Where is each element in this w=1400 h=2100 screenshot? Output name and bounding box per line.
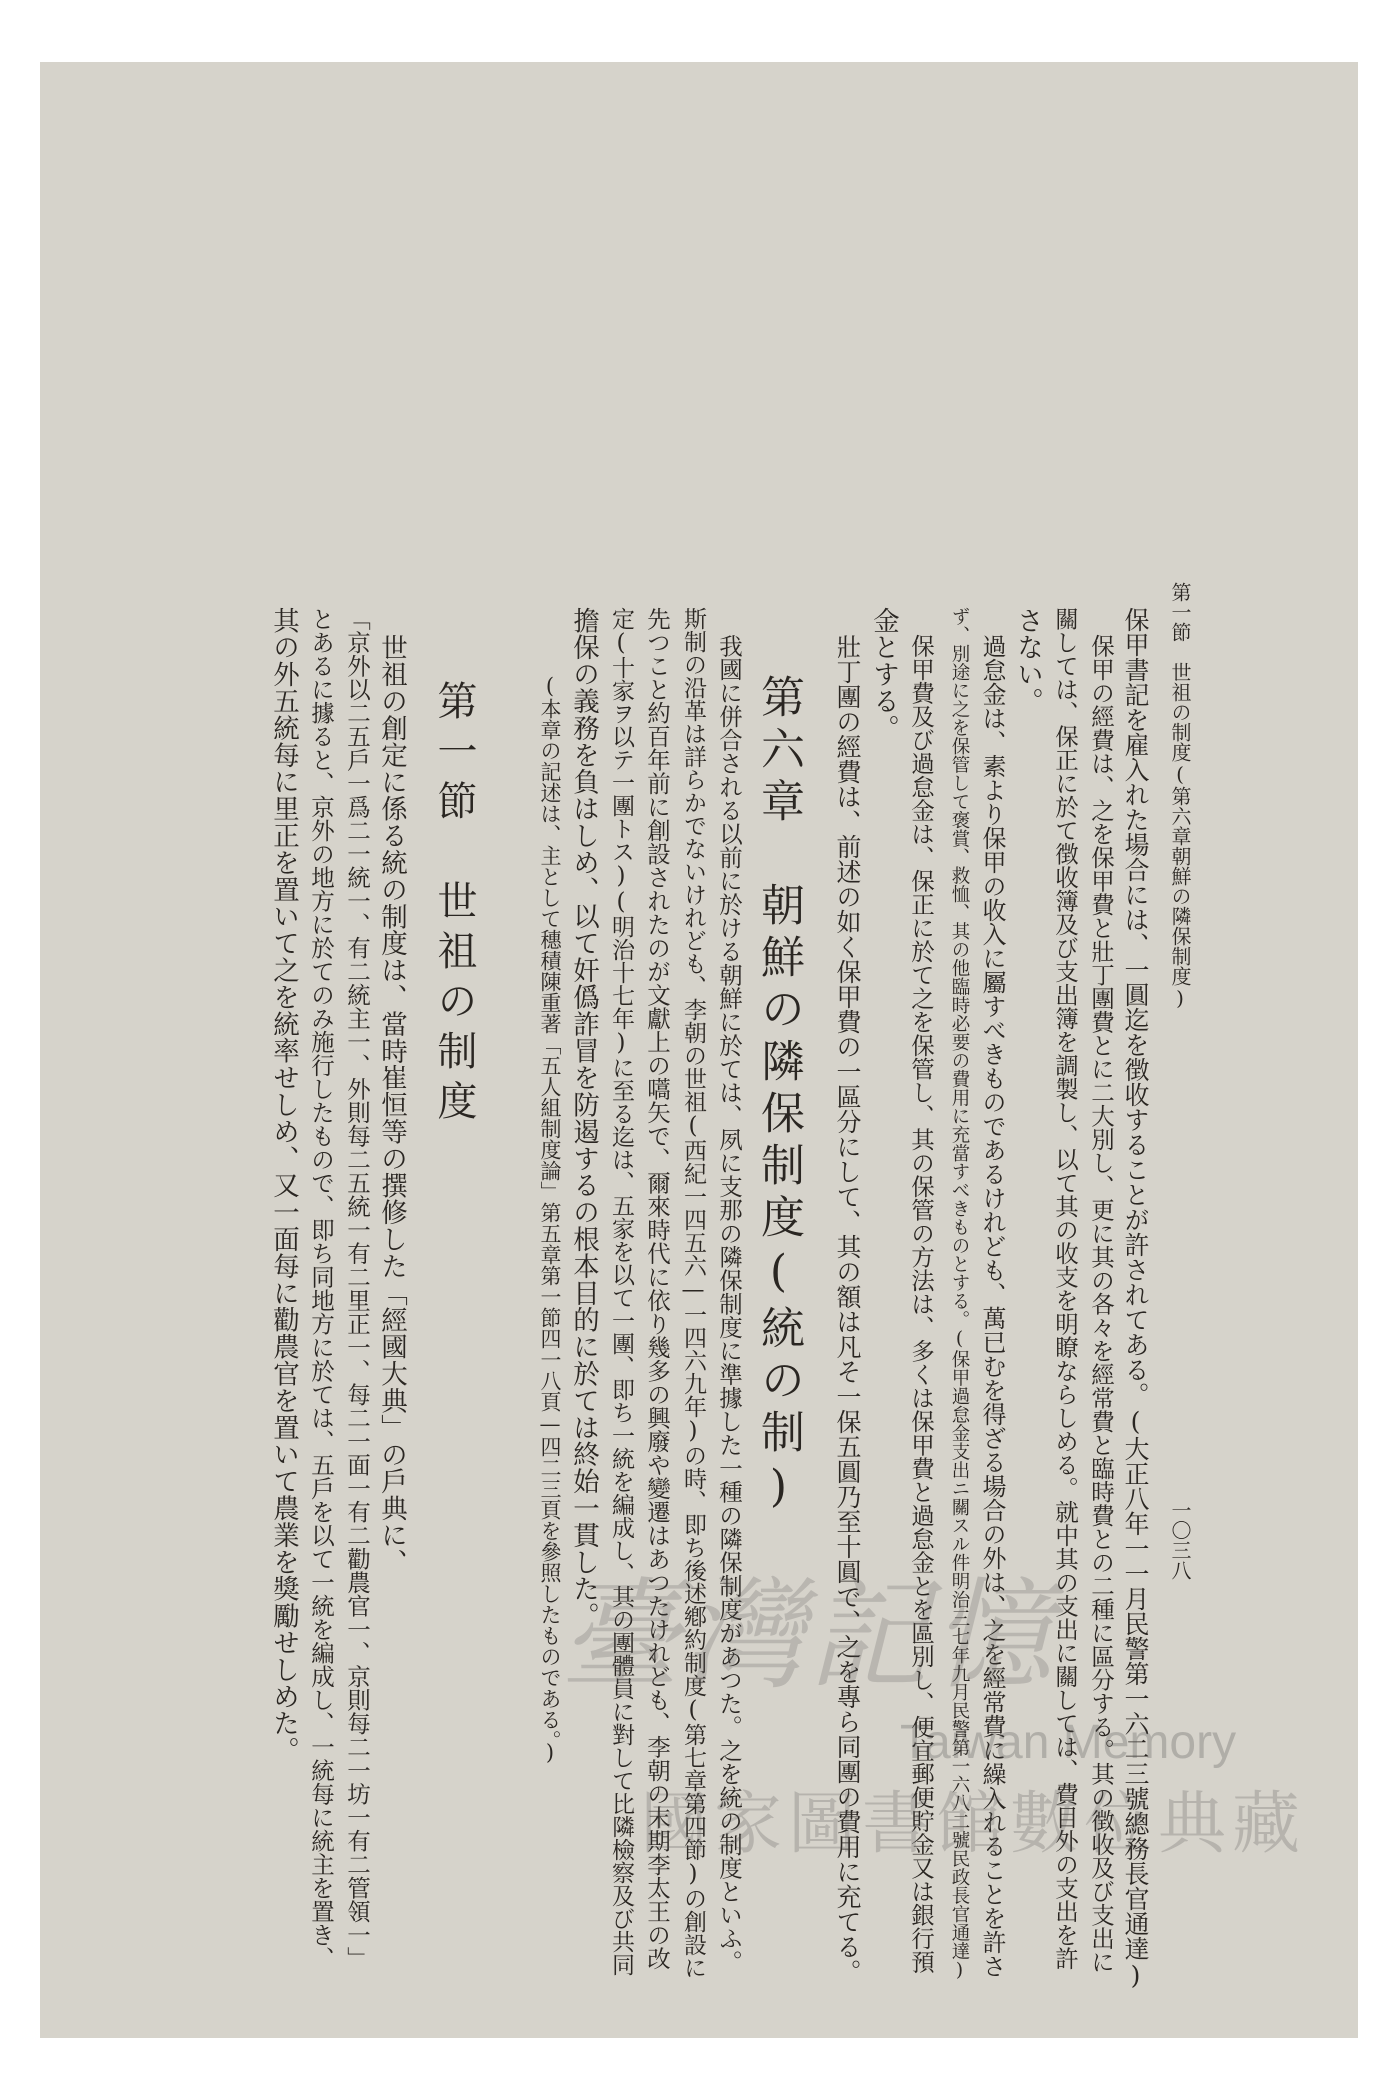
body-column-2: 保甲の經費は、之を保甲費と壯丁團費とに二大別し、更に其の各々を經常費と臨時費との二種に區分する。其の徴收及び支出に (1087, 634, 1115, 1974)
watermark-library-name: 國家圖書館數位典藏 (640, 1786, 1307, 1862)
page-number: 一〇三八 (1168, 1500, 1192, 1580)
body-column-9: 壯丁團の經費は、前述の如く保甲費の一區分にして、其の額は凡そ一保五圓乃至十圓で、之を專ら同團の費用に充てる。 (833, 634, 862, 1984)
section-title: 第一節 世祖の制度 (431, 680, 477, 1130)
chapter-column-4: 定(十家ヲ以テ一團トス)(明治十七年)に至る迄は、五家を以て一團、即ち一統を編成し、其の團體員に對して比隣檢察及び共同 (608, 607, 634, 1976)
chapter-column-5: 擔保の義務を負はしめ、以て奸僞詐冒を防遏するの根本目的に於ては終始一貫した。 (568, 607, 599, 1630)
watermark-english: Taiwan Memory (900, 1716, 1237, 1769)
body-column-5: 過怠金は、素より保甲の收入に屬すべきものであるけれども、萬已むを得ざる場合の外は、之を經常費に繰入れることを許さ (978, 634, 1006, 1978)
body-column-4: さない。 (1012, 607, 1043, 715)
chapter-source-note: (本章の記述は、主として穗積陳重著「五人組制度論」第五章第一節四一八頁—四二三頁を參照したものである。) (538, 674, 562, 1765)
section-column-2: 「京外以二五戶一爲二一統一、有二統主一、外則每二五統一有二里正一、每二一面一有二勸農官一、京則每二一坊一有二管領一」 (343, 607, 371, 1970)
body-column-7: 保甲費及び過怠金は、保正に於て之を保管し、其の保管の方法は、多くは保甲費と過怠金とを區別し、便宜郵便貯金又は銀行預 (907, 634, 935, 1974)
body-column-6: ず、別途に之を保管して褒賞、救恤、其の他臨時必要の費用に充當すべきものとする。(保甲過怠金支出ニ關スル件明治三七年九月民警第一六八二號民政長官通達) (949, 607, 970, 1981)
section-column-1: 世祖の創定に係る統の制度は、當時崔恒等の撰修した「經國大典」の戶典に、 (376, 634, 407, 1576)
body-column-3: 關しては、保正に於て徴收簿及び支出簿を調製し、以て其の收支を明瞭ならしめる。就中其の支出に關しては、費目外の支出を許 (1051, 607, 1079, 1970)
section-column-3: とあるに據ると、京外の地方に於てのみ施行したもので、即ち同地方に於ては、五戶を以て一統を編成し、一統每に統主を置き、 (307, 607, 335, 1970)
chapter-title: 第六章 朝鮮の隣保制度(統の制) (753, 674, 804, 1520)
watermark-calligraphy: 臺灣記憶 (560, 1567, 1056, 1706)
body-column-8: 金とする。 (868, 607, 899, 742)
chapter-column-1: 我國に併合される以前に於ける朝鮮に於ては、夙に支那の隣保制度に準據した一種の隣保制度があつた。之を統の制度といふ。 (715, 634, 743, 1974)
body-column-1: 保甲書記を雇入れた場合には、一圓迄を徴收することが許されてある。(大正八年一一月民警第一六二三號總務長官通達) (1121, 607, 1150, 1990)
chapter-column-3: 先つこと約百年前に創設されたのが文獻上の嚆矢で、爾來時代に依り幾多の興廢や變遷はあつたけれども、李朝の末期李太王の改 (643, 607, 671, 1970)
section-column-4: 其の外五統每に里正を置いて之を統率せしめ、又一面每に勸農官を置いて農業を獎勵せしめた。 (268, 607, 299, 1764)
running-head: 第一節 世祖の制度(第六章朝鮮の隣保制度) (1168, 582, 1192, 1010)
chapter-column-2: 斯制の沿革は詳らかでないけれども、李朝の世祖(西紀一四五六—一四六九年)の時、即ち後述鄕約制度(第七章第四節)の創設に (680, 607, 706, 1979)
